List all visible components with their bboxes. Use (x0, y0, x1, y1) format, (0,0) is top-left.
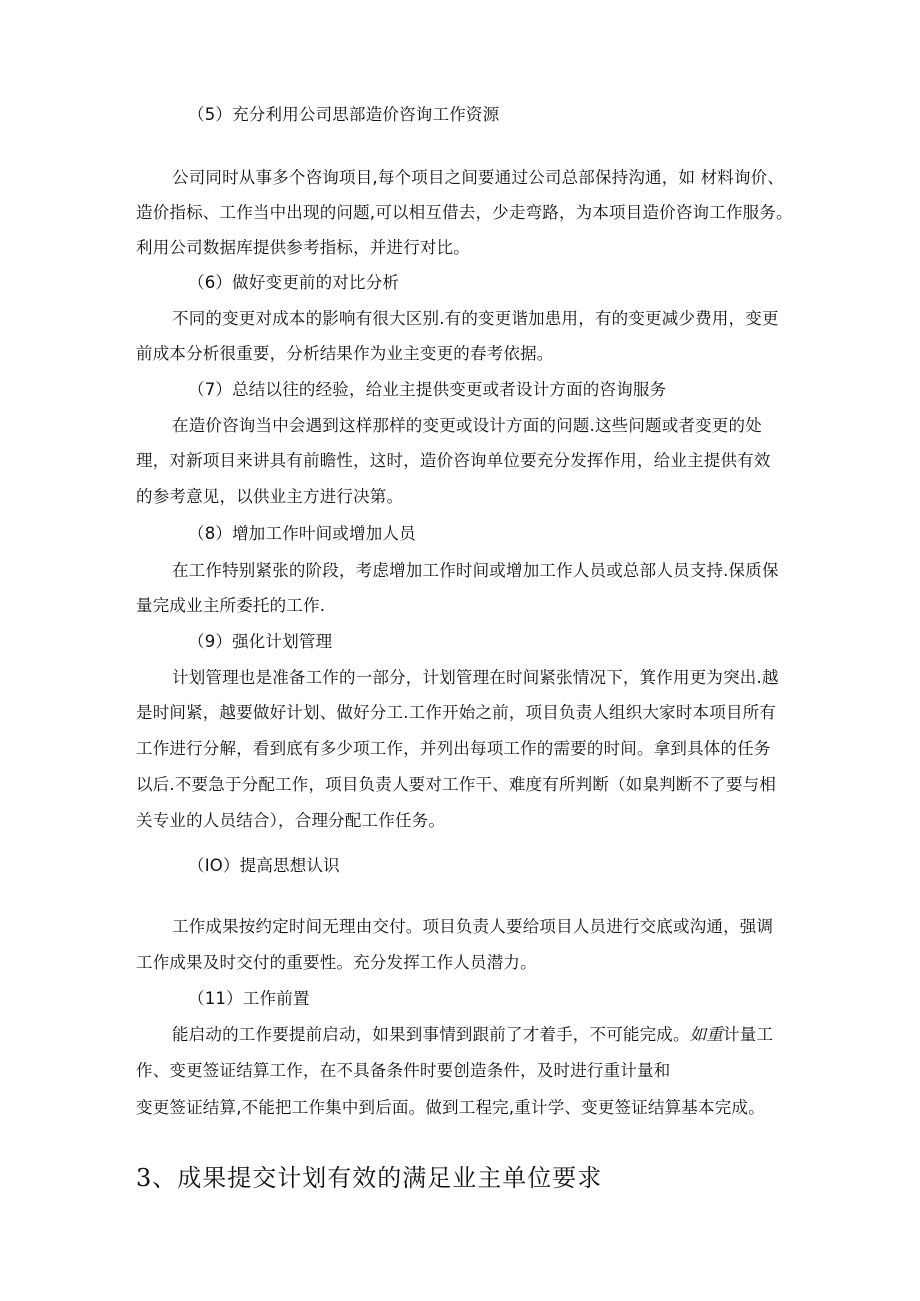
section-11-line-1 (172, 1025, 773, 1045)
section-5-line-1: 公司同时从事多个咨询项目,每个项目之间要通过公司总部保持沟通，如 材料询价、 (172, 168, 785, 187)
section-10-line-2: 工作成果及时交付的重要性。充分发挥工作人员潜力。 (136, 953, 537, 972)
section-11-line-2: 作、变更签证结算工作，在不具备条件时要创造条件，及时进行重计量和 (136, 1061, 671, 1080)
section-7-heading: （7）总结以往的经验，给业主提供变更或者设计方面的咨询服务 (188, 380, 667, 399)
section-9-line-5: 关专业的人员结合），合理分配工作任务。 (136, 811, 446, 830)
section-7-line-1: 在造价咨询当中会遇到这样那样的变更或设计方面的问题.这些问题或者变更的处 (172, 416, 762, 435)
section-8-line-1: 在工作特别紧张的阶段，考虑增加工作时间或增加工作人员或总部人员支持.保质保 (172, 561, 779, 580)
section-9-line-1: 计划管理也是准备工作的一部分，计划管理在时间紧张情况下，箕作用更为突出.越 (172, 668, 779, 687)
section-5-line-3: 利用公司数据库提供参考指标，并进行对比。 (136, 238, 470, 257)
section-10-line-1: 工作成果按约定时间无理由交付。项目负责人要给项目人员进行交底或沟通，强调 (172, 917, 774, 936)
section-11-heading: （11）工作前置 (188, 989, 310, 1008)
section-8-line-2: 量完成业主所委托的工作. (136, 596, 326, 615)
section-11-line-1-text: 能启动的工作要提前启动，如果到事情到跟前了才着手，不可能完成。 (172, 1025, 690, 1044)
section-9-line-4: 以后.不要急于分配工作，项目负责人要对工作干、难度有所判断（如臬判断不了要与相 (136, 775, 777, 794)
section-5-heading: （5）充分利用公司思部造价咨询工作资源 (188, 105, 500, 124)
section-10-heading: （IO）提高思想认识 (188, 856, 340, 875)
section-7-line-2: 理，对新项目来讲具有前瞻性，这时，造价咨询单位要充分发挥作用，给业主提供有效 (136, 451, 771, 470)
section-11-line-1-italic: 如重 (689, 1025, 724, 1044)
section-6-line-2: 前成本分析很重要，分析结果作为业主变更的春考依据。 (136, 344, 554, 363)
section-6-heading: （6）做好变更前的对比分析 (188, 273, 400, 292)
section-3-title: 3、成果提交计划有效的满足业主单位要求 (136, 1164, 603, 1192)
section-7-line-3: 的参考意见，以供业主方进行决第。 (136, 487, 404, 506)
section-11-line-1-tail: 计量工 (723, 1025, 774, 1044)
section-9-line-2: 是时间紧，越要做好计划、做好分工.工作开始之前，项目负责人组织大家时本项目所有 (136, 703, 777, 722)
section-8-heading: （8）增加工作叶间或增加人员 (188, 524, 416, 543)
section-6-line-1: 不同的变更对成本的影响有很大区别.有的变更谐加患用，有的变更减少费用，变更 (172, 309, 779, 328)
section-5-line-2: 造价指标、工作当中出现的问题,可以相互借去，少走弯路，为本项目造价咨询工作服务。 (136, 203, 793, 222)
section-9-line-3: 工作进行分解，看到底有多少项工作，并列出每项工作的需要的时间。拿到具体的任务 (136, 739, 771, 758)
section-11-line-3: 变更签证结算,不能把工作集中到后面。做到工程完,重计学、变更签证结算基本完成。 (136, 1098, 765, 1117)
section-9-heading: （9）强化计划管理 (188, 632, 333, 651)
